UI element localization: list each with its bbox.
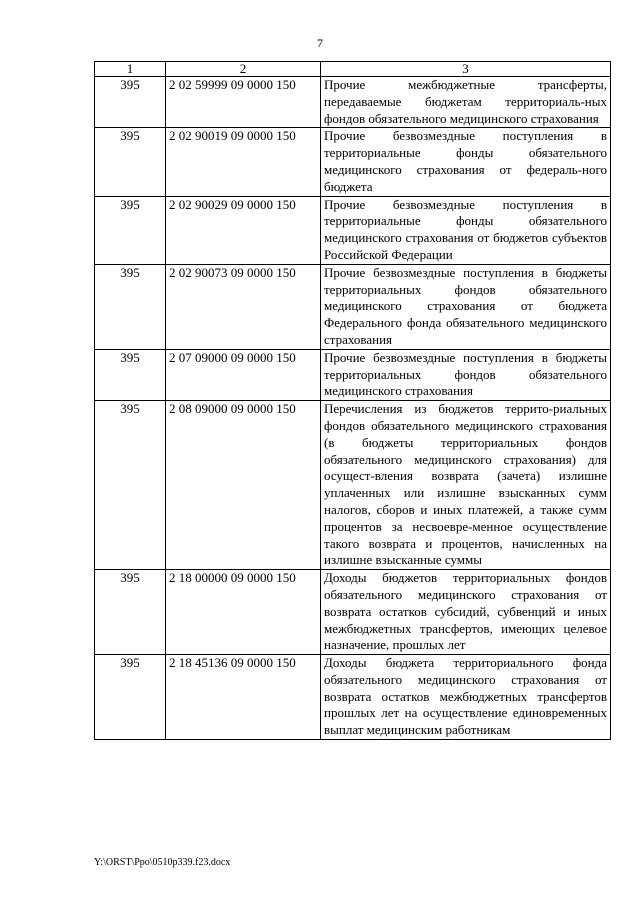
budget-code-cell: 2 02 90019 09 0000 150 — [166, 128, 321, 196]
table-row — [95, 128, 611, 196]
column-header-3: 3 — [321, 62, 611, 77]
description-cell: Прочие безвозмездные поступления в территориальные фонды обязательного медицинского страхования от бюджетов субъектов Российской Федерации — [321, 196, 611, 264]
admin-code-cell: 395 — [95, 128, 166, 196]
description-cell: Прочие безвозмездные поступления в территориальные фонды обязательного медицинского страхования от федераль-ного бюджета — [321, 128, 611, 196]
table-header-row — [95, 62, 611, 77]
page-number: 7 — [317, 36, 323, 50]
budget-code-cell: 2 18 45136 09 0000 150 — [166, 655, 321, 740]
table-row — [95, 655, 611, 740]
description-cell: Прочие безвозмездные поступления в бюджеты территориальных фондов обязательного медицинского страхования — [321, 349, 611, 400]
column-header-1: 1 — [95, 62, 166, 77]
admin-code-cell: 395 — [95, 196, 166, 264]
admin-code-cell: 395 — [95, 401, 166, 570]
budget-code-cell: 2 08 09000 09 0000 150 — [166, 401, 321, 570]
admin-code-cell: 395 — [95, 570, 166, 655]
description-cell: Доходы бюджета территориального фонда обязательного медицинского страхования от возврата остатков межбюджетных трансфертов прошлых лет на осуществление единовременных выплат медицинским работникам — [321, 655, 611, 740]
admin-code-cell: 395 — [95, 349, 166, 400]
budget-codes-table — [94, 61, 611, 740]
budget-code-cell: 2 02 90073 09 0000 150 — [166, 264, 321, 349]
table-row — [95, 570, 611, 655]
description-cell: Прочие безвозмездные поступления в бюджеты территориальных фондов обязательного медицинского страхования от бюджета Федерального фонда обязательного медицинского страхования — [321, 264, 611, 349]
table-row — [95, 196, 611, 264]
description-cell: Прочие межбюджетные трансферты, передаваемые бюджетам территориаль-ных фондов обязательного медицинского страхования — [321, 77, 611, 128]
description-cell: Перечисления из бюджетов террито-риальных фондов обязательного медицинского страхования (в бюджеты территориальных фондов обязательного медицинского страхования) для осущест-вления возврата (зачета) излишне уплаченных или излишне взысканных сумм налогов, сборов и иных платежей, а также сумм процентов за несвоевре-менное осуществление такого возврата и процентов, начисленных на излишне взысканные суммы — [321, 401, 611, 570]
column-header-2: 2 — [166, 62, 321, 77]
budget-code-cell: 2 07 09000 09 0000 150 — [166, 349, 321, 400]
table-row — [95, 264, 611, 349]
budget-code-cell: 2 02 59999 09 0000 150 — [166, 77, 321, 128]
admin-code-cell: 395 — [95, 77, 166, 128]
budget-code-cell: 2 18 00000 09 0000 150 — [166, 570, 321, 655]
budget-code-cell: 2 02 90029 09 0000 150 — [166, 196, 321, 264]
table-row — [95, 77, 611, 128]
footer-file-path: Y:\ORST\Ppo\0510p339.f23.docx — [94, 857, 231, 868]
admin-code-cell: 395 — [95, 655, 166, 740]
table-row — [95, 349, 611, 400]
table-row — [95, 401, 611, 570]
description-cell: Доходы бюджетов территориальных фондов обязательного медицинского страхования от возврата остатков субсидий, субвенций и иных межбюджетных трансфертов, имеющих целевое назначение, прошлых лет — [321, 570, 611, 655]
admin-code-cell: 395 — [95, 264, 166, 349]
